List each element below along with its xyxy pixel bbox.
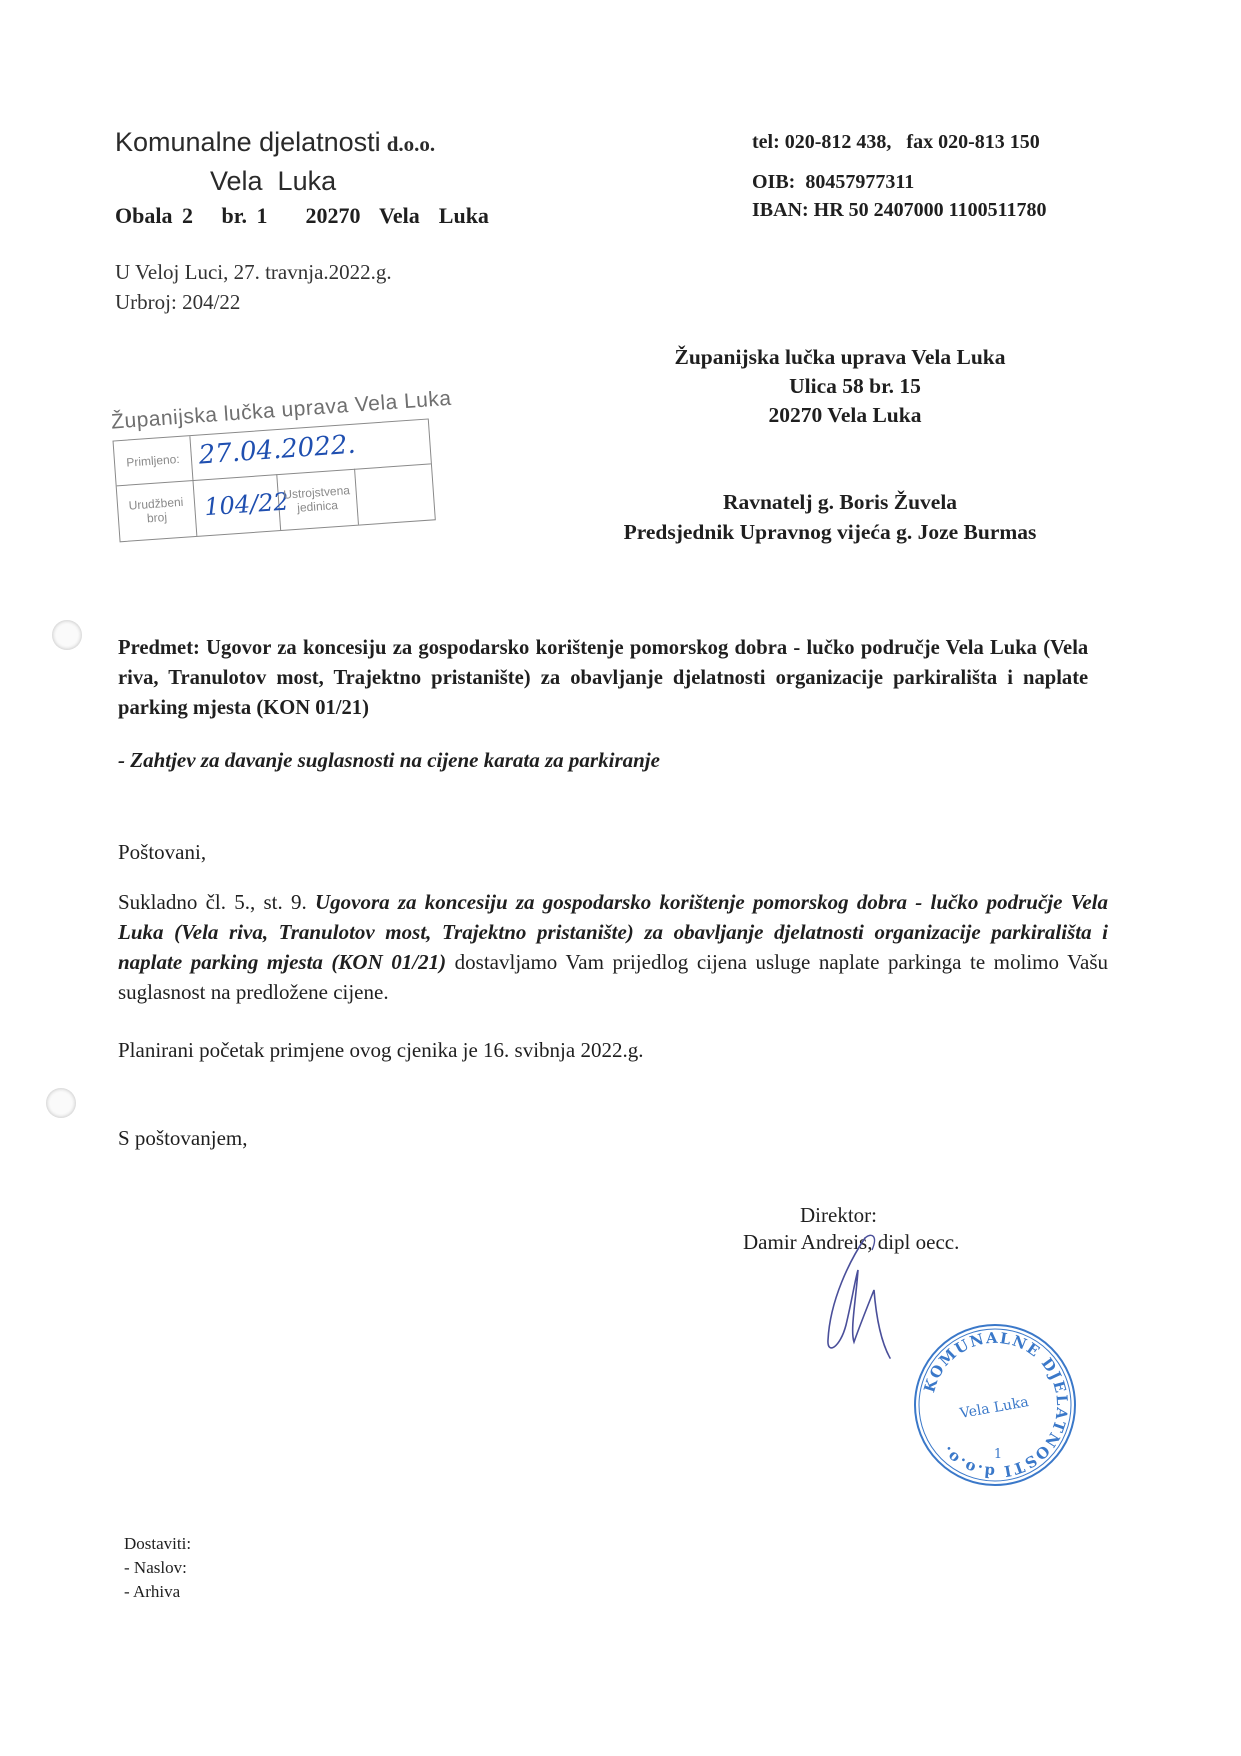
handwritten-received-date: 27.04.2022. (197, 429, 357, 471)
subject-text: Ugovor za koncesiju za gospodarsko korištenje pomorskog dobra - lučko područje Vela Luka (Vela riva, Tranulotov most, Trajektno pristanište) za obavljanje djelatnosti organizacije parkirališta i naplate parking mjesta (KON 01/21) (118, 635, 1089, 719)
distribution-item: - Naslov: (124, 1558, 187, 1577)
stamp-registry-label: Urudžbeni broj (128, 494, 184, 526)
subject (118, 632, 1088, 722)
recipient-attention (560, 487, 1100, 547)
seal-number: 1 (993, 1447, 1003, 1462)
company-suffix: d.o.o. (386, 132, 436, 156)
recipient-line: Ulica 58 br. 15 (789, 374, 921, 398)
attention-line: Predsjednik Upravnog vijeća g. Joze Burmas (623, 520, 1037, 544)
stamp-received-label: Primljeno: (125, 451, 181, 470)
handwritten-registry-number: 104/22 (203, 487, 290, 522)
stamp-divider (354, 469, 359, 525)
planned-start: Planirani početak primjene ovog cjenika je 16. svibnja 2022.g. (118, 1038, 644, 1062)
company-name-text: Komunalne djelatnosti (115, 127, 381, 157)
recipient-address (590, 343, 1090, 430)
company-seal (910, 1320, 1080, 1490)
stamp-grid (112, 418, 435, 542)
company-city: Vela Luka (210, 166, 337, 196)
distribution-title: Dostaviti: (124, 1534, 192, 1553)
body-tail: dostavljamo Vam prijedlog cijena usluge naplate parkinga te molimo Vašu suglasnost na predložene cijene. (118, 950, 1108, 1004)
company-name (115, 127, 435, 158)
contact-iban: IBAN: HR 50 2407000 1100511780 (752, 199, 1047, 221)
signatory-name: Damir Andreis, dipl oecc. (743, 1230, 960, 1254)
subject-request: - Zahtjev za davanje suglasnosti na cijene karata za parkiranje (118, 748, 660, 772)
contact-oib: OIB: 80457977311 (752, 171, 915, 193)
stamp-title: Županijska lučka uprava Vela Luka (110, 386, 453, 434)
body-lead: Sukladno čl. 5., st. 9. (118, 890, 315, 914)
contact-phone-fax: tel: 020-812 438, fax 020-813 150 (752, 131, 1040, 153)
closing: S poštovanjem, (118, 1126, 248, 1150)
recipient-line: 20270 Vela Luka (768, 403, 922, 427)
handwritten-signature (810, 1230, 920, 1370)
place-date: U Veloj Luci, 27. travnja.2022.g. (115, 260, 392, 284)
subject-label: Predmet: (118, 635, 200, 659)
body-paragraph (118, 887, 1108, 1007)
greeting: Poštovani, (118, 840, 207, 864)
signatory-title: Direktor: (800, 1203, 877, 1227)
distribution-item: - Arhiva (124, 1582, 181, 1601)
reception-stamp (105, 382, 453, 555)
body-contract-reference: Ugovora za koncesiju za gospodarsko korištenje pomorskog dobra - lučko područje Vela Luka (Vela riva, Tranulotov most, Trajektno pristanište) za obavljanje djelatnosti organizacije parkirališta i naplate parking mjesta (KON 01/21) (118, 890, 1109, 974)
punch-hole (52, 620, 82, 650)
punch-hole (46, 1088, 76, 1118)
seal-center-text: Vela Luka (958, 1394, 1030, 1422)
company-address: Obala 2 br. 1 20270 Vela Luka (115, 203, 489, 228)
recipient-line: Županijska lučka uprava Vela Luka (674, 345, 1006, 369)
seal-ring-text: KOMUNALNE DJELATNOSTI d.o.o. (920, 1328, 1072, 1482)
stamp-unit-label: Ustrojstvena jedinica (282, 483, 351, 515)
attention-line: Ravnatelj g. Boris Žuvela (722, 490, 958, 514)
reference-number: Urbroj: 204/22 (115, 290, 241, 314)
distribution-list (124, 1532, 191, 1604)
